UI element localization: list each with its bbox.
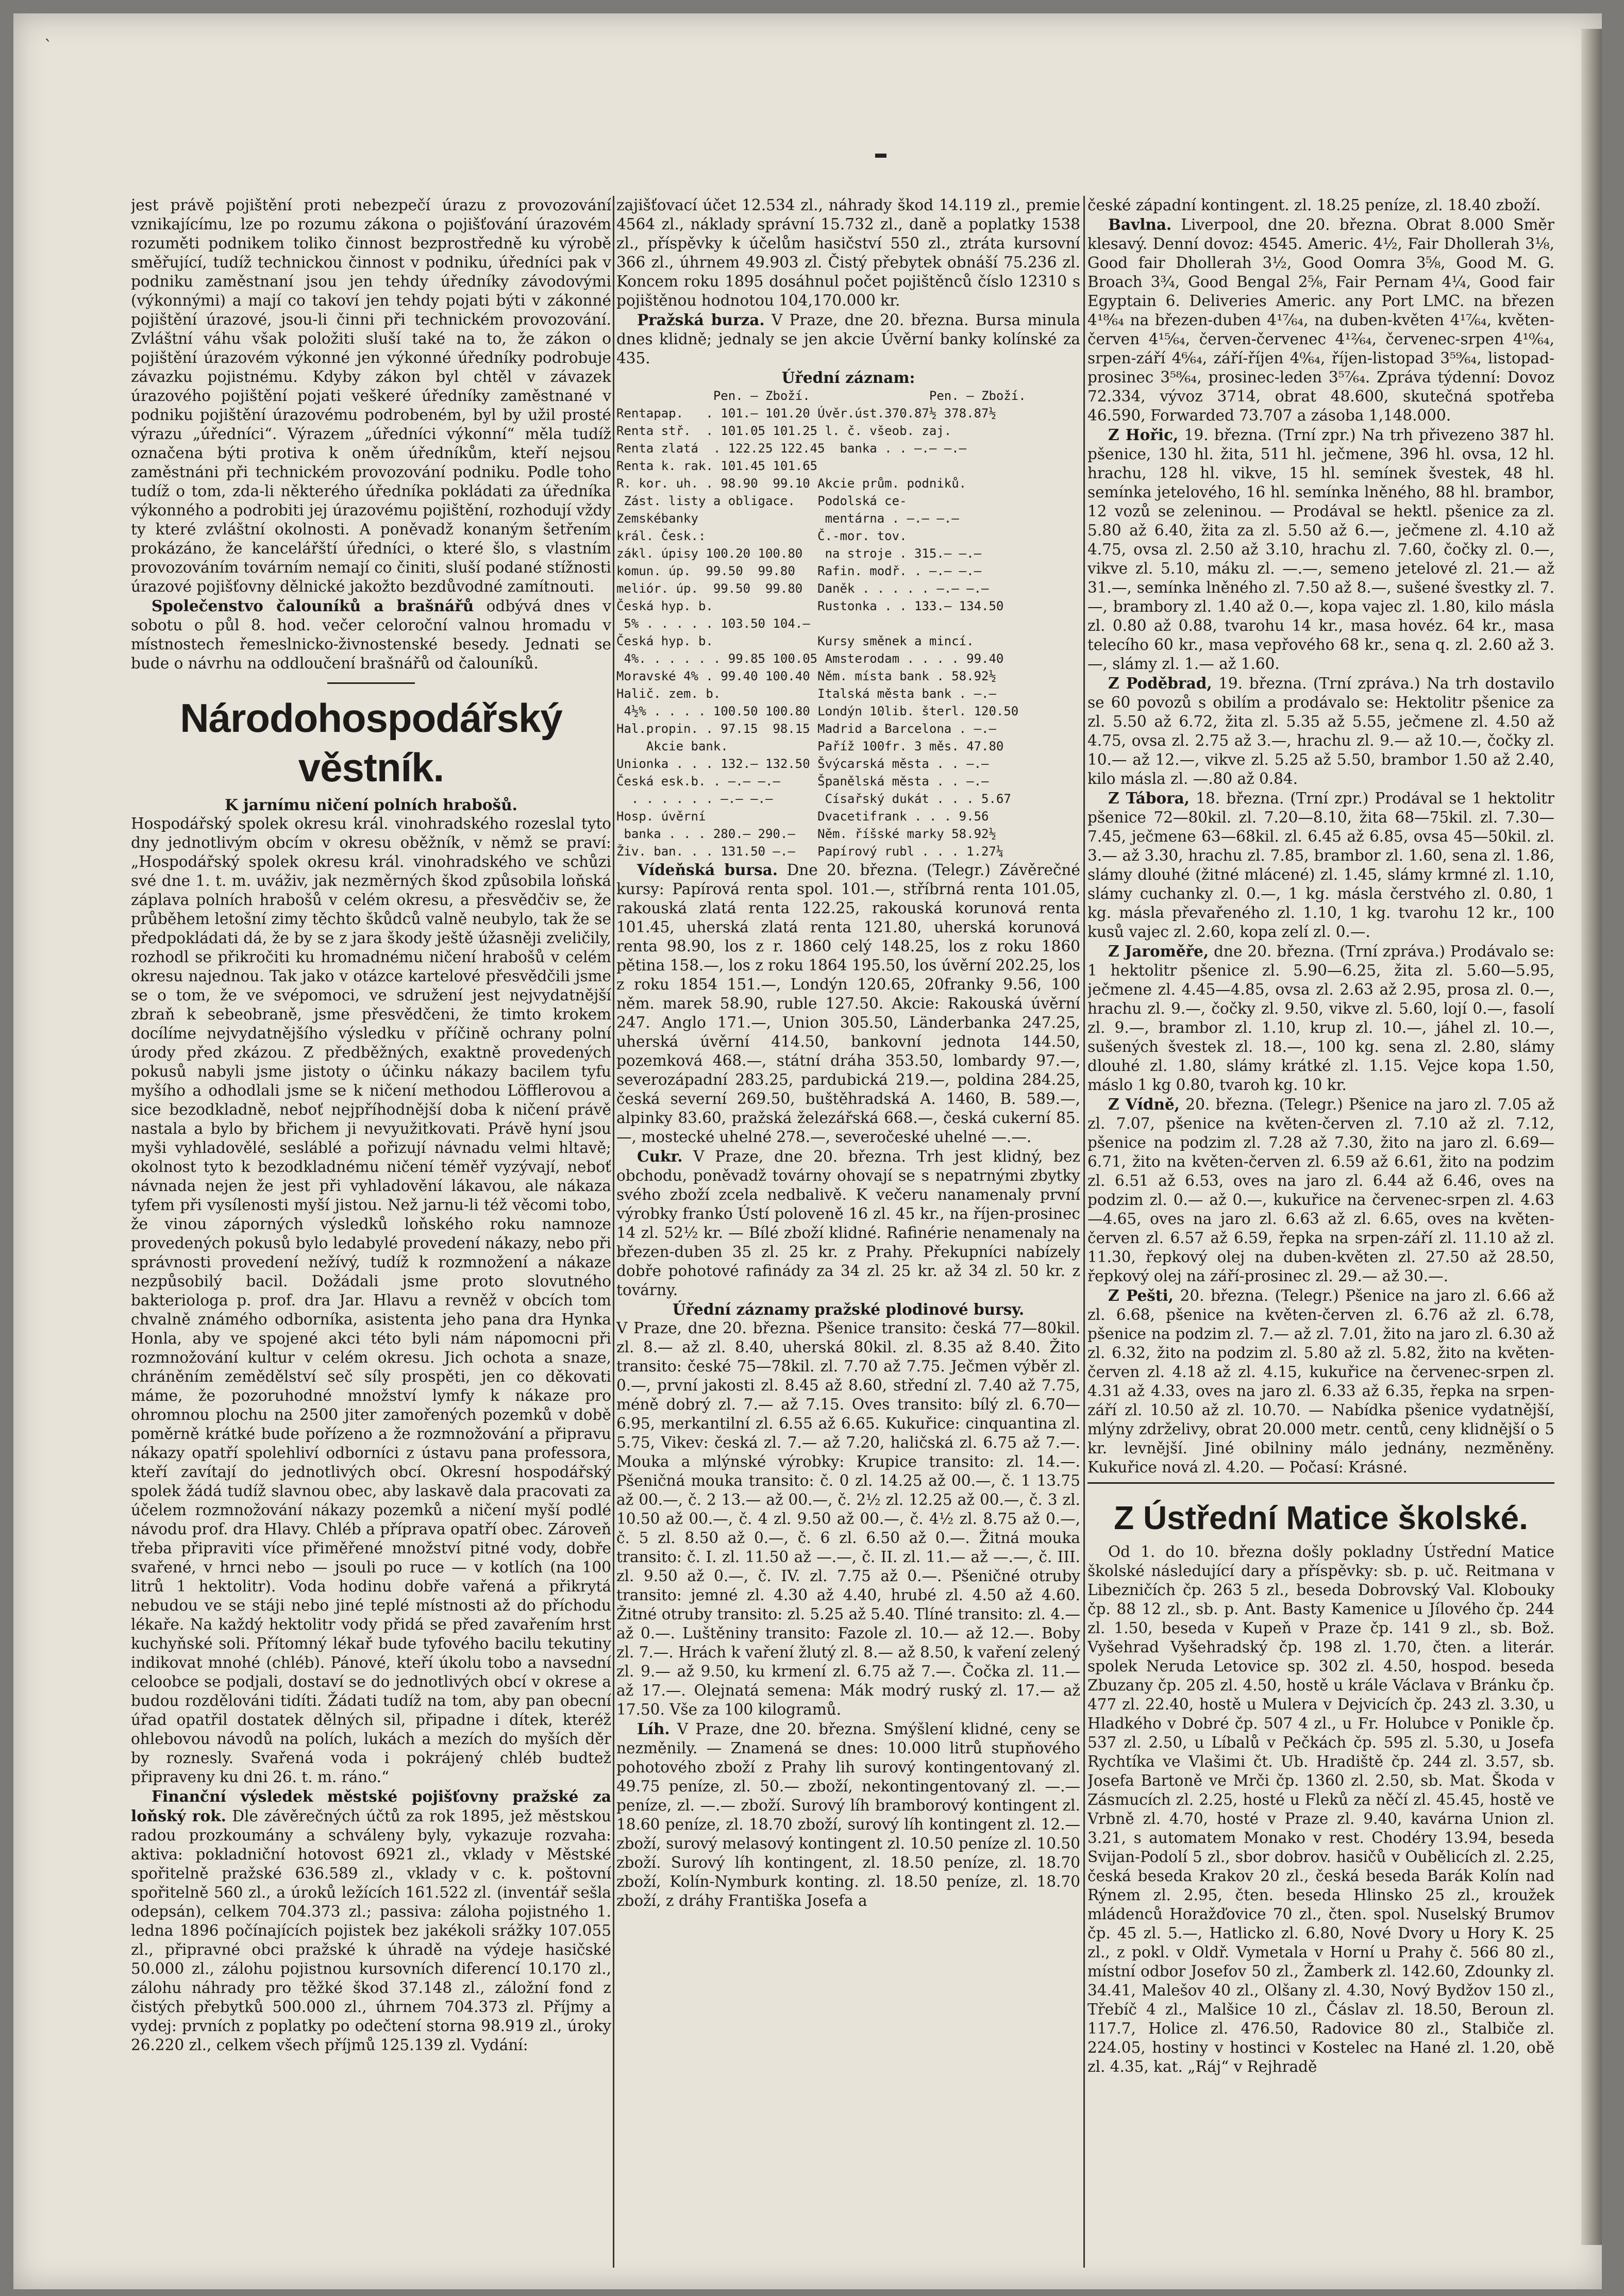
notice (131, 596, 611, 673)
cotton-report (1087, 215, 1554, 425)
donations-list: Od 1. do 10. března došly pokladny Ústřední Matice školské následující dary a příspěvky: sb. p. uč. Reitmana v Libezničích čp. 263 5 zl., beseda Dobrovský Val. Klobouky čp. 88 12 zl., sb. p. Ant. Basty Kamenice u Jílového čp. 244 zl. 1.50, beseda v Kupeň v Praze čp. 141 9 zl., sb. Bož. Vyšehrad Vyšehradský čp. 198 zl. 1.70, čten. a literár. spolek Neruda Letovice sp. 302 zl. 4.50, hospod. beseda Zbuzany čp. 205 zl. 4.50, hostě u krále Václava v Bránku čp. 477 zl. 22.40, hostě u Mulera v Dejvicích čp. 243 zl. 3.30, u Hladkého v Dobré čp. 507 4 zl., u Fr. Holubce v Ponikle čp. 537 zl. 2.50, u Líbalů v Pečkách čp. 595 zl. 5.30, u Josefa Rychtíka ve Vlašimi čt. Ub. Hradiště čp. 244 zl. 3.57, sb. Josefa Bartoně ve Mrči čp. 1360 zl. 2.50, sb. Mat. Škoda v Zásmucích zl. 2.25, hosté u Fleků za něčí zl. 45.45, hostě ve Vrbně zl. 4.70, hosté v Praze zl. 9.40, kavárna Union zl. 3.21, s automatem Monako v rest. Chodéry 13.94, beseda Svijan-Podolí 5 zl., sbor dobrov. hasičů v Oubělicích zl. 2.25, česká beseda Krakov 20 zl., česká beseda Barák Kolín nad Rýnem zl. 2.95, čten. beseda Hlinsko 25 zl., kroužek mládenců Horažďovice 70 zl., čten. spol. Nuselský Brumov čp. 45 zl. 5.—, Hatlicko zl. 6.80, Nové Dvory u Hory K. 25 zl., z pokl. v Oldř. Vymetala v Horní u Prahy č. 566 80 zl., místní odbor Josefov 50 zl., Žamberk zl. 142.60, Zdounky zl. 34.41, Malešov 40 zl., Olšany zl. 4.30, Nový Bydžov 150 zl., Třebíč 4 zl., Malšice 10 zl., Čáslav zl. 18.50, Beroun zl. 117.7, Holice zl. 476.50, Radovice 80 zl., Stalbiče zl. 224.05, hostiny v hostinci v Kostelec na Hané zl. 1.20, obě zl. 4.35, kat. „Ráj“ v Rejhradě (1087, 1543, 1554, 2075)
article-body: Dle závěrečných účtů za rok 1895, jež městskou radou prozkoumány a schváleny byly, vykazuje rozvaha: aktiva: pokladniční hotovost 6921 zl., vklady v Městské spořitelně pražské 636.589 zl., vklady v c. k. poštovní spořitelně 560 zl., a úroků ležících 161.522 zl. (inventář sešla odepsán), celkem 704.373 zl.; passiva: záloha pojistného 1. ledna 1896 počínajících pojistek bez jakékoli srážky 107.055 zl., připravné obci pražské k úhradě na výdeje hasičské 50.000 zl., zálohu pojistnou kursovních diferencí 10.170 zl., zálohu náhrady pro těžké škod 37.148 zl., záložní fond z čistých přebytků 500.000 zl., úhrnem 704.373 zl. Příjmy a vydej: prvních z poplatky po odečtení storna 98.919 zl., úroky 26.220 zl., celkem všech příjmů 125.139 zl. Vydání: (131, 1807, 611, 2054)
newspaper-page (13, 13, 1602, 2289)
market-report (1087, 674, 1554, 789)
market-report (1087, 1095, 1554, 1286)
produce-heading: Úřední záznamy pražské plodinové bursy. (672, 1300, 1025, 1318)
market-heading: Z Poděbrad, (1108, 674, 1212, 692)
table-heading: Úřední záznam: (781, 368, 915, 387)
column-rule (1083, 196, 1085, 2268)
article-continuation: zajišťovací účet 12.534 zl., náhrady škod 14.119 zl., premie 4564 zl., náklady správní 15.732 zl., daně a poplatky 1538 zl., příspěvky k účelům hasičství 550 zl., ztráta kursovní 366 zl., úhrnem 49.903 zl. Čistý přebytek obnáší 75.236 zl. Koncem roku 1895 dosáhnul počet pojištěnců číslo 12310 s pojištěnou hodnotou 104,170.000 kr. (616, 196, 1080, 309)
top-mark (875, 154, 886, 158)
market-report (1087, 789, 1554, 942)
market-report (1087, 942, 1554, 1095)
market-heading: Z Tábora, (1108, 789, 1190, 807)
market-heading: Z Vídně, (1108, 1095, 1180, 1113)
column-3 (1087, 196, 1554, 2257)
market-heading: Z Pešti, (1108, 1286, 1174, 1304)
section-heading: Národohospodářský věstník. (180, 695, 562, 790)
produce-text: V Praze, dne 20. března. Pšenice transito: česká 77—80kil. zl. 8.— až zl. 8.40, uherská 80kil. zl. 8.35 až 8.40. Žito transito: české 75—78kil. zl. 7.70 až 7.75. Ječmen výběr zl. 0.—, první jakosti zl. 8.45 až 8.60, střední zl. 7.40 až 7.75, méně dobrý zl. 7.— až 7.15. Oves transito: bílý zl. 6.70—6.95, merkantilní zl. 6.55 až 6.65. Kukuřice: cinquantina zl. 5.75, Vikev: česká zl. 7.— až 7.20, haličská zl. 6.75 až 7.—. Mouka a mlýnské výrobky: Krupice transito: zl. 14.—. Pšeničná mouka transito: č. 0 zl. 14.25 až 00.—, č. 1 13.75 až 00.—, č. 2 13.— až 00.—, č. 2½ zl. 12.25 až 00.—, č. 3 zl. 10.50 až 00.—, č. 4 zl. 9.50 až 00.—, č. 4½ zl. 8.75 až 0.—, č. 5 zl. 8.50 až 0.—, č. 6 zl. 6.50 až 0.—. Žitná mouka transito: č. I. zl. 11.50 až —.—, č. II. zl. 11.— až —.—, č. III. zl. 9.50 až 0.—, č. IV. zl. 7.75 až 0.—. Pšeničné otruby transito: jemné zl. 4.30 až 4.40, hrubé zl. 4.50 až 4.60. Žitné otruby transito: zl. 5.25 až 5.40. Tlíné transito: zl. 4.— až 0.—. Luštěniny transito: Fazole zl. 10.— až 12.—. Boby zl. 7.—. Hrách k vaření žlutý zl. 8.— až 8.50, k vaření zelený zl. 9.— až 9.50, ku krmení zl. 6.75 až 7.—. Čočka zl. 11.— až 17.—. Olejnatá semena: Mák modrý ruský zl. 17.— až 17.50. Vše za 100 kilogramů. (616, 1319, 1080, 1718)
vienna-report (616, 860, 1080, 1147)
market-text: 19. března. (Trní zpr.) Na trh přivezeno 387 hl. pšenice, 130 hl. žita, 511 hl. ječmene, 396 hl. ovsa, 12 hl. hrachu, 128 hl. vikve, 15 hl. semínek švestek, 48 hl. semínka jetelového, 16 hl. semínka lněného, 88 hl. brambor, 12 vozů se zeleninou. — Prodával se hektl. pšenice za zl. 5.80 až 6.40, žita za zl. 5.50 až 6.—, ječmene zl. 4.10 až 4.75, ovsa zl. 2.50 až 3.10, hrachu zl. 7.60, čočky zl. 0.—, vikve zl. 5.10, máku zl. —.—, semeno jetelové zl. 21.— až 31.—, semínka lněného zl. 7.50 až 8.—, sušené švestky zl. 7.—, brambory zl. 1.40 až 0.—, kopa vajec zl. 1.80, kilo másla zl. 0.80 až 0.88, tvarohu 14 kr., masa hovéz. 64 kr., masa telecího 60 kr., masa vepřového 68 kr., sena q. zl. 2.60 až 3.—, slámy zl. 1.— až 1.60. (1087, 426, 1554, 673)
market-report (1087, 1286, 1554, 1477)
notice-text: odbývá dnes v sobotu o půl 8. hod. večer celoroční valnou hromadu v místnostech řemeslnicko-živnostenské besedy. Jednati se bude o návrhu na oddloučení brašnářů od čalouníků. (131, 597, 611, 672)
article (131, 1787, 611, 2055)
bourse-heading: Pražská burza. (637, 311, 765, 329)
article-heading: K jarnímu ničení polních hrabošů. (225, 796, 517, 814)
cotton-heading: Bavlna. (1108, 215, 1172, 233)
market-text: 18. března. (Trní zpr.) Prodával se 1 hektolitr pšenice 72—80kil. zl. 7.20—8.10, žita 68—75kil. zl. 7.30—7.45, ječmene 63—68kil. zl. 6.45 až 6.85, ovsa 45—50kil. zl. 3.— až 3.30, hrachu zl. 7.85, brambor zl. 1.60, sena zl. 1.86, slámy dlouhé (žitné mlácené) zl. 1.45, slámy krmné zl. 1.10, slámy cuchanky zl. 0.—, 1 kg. másla čerstvého zl. 0.80, 1 kg. másla převařeného zl. 1.10, 1 kg. tvarohu 12 kr., 100 kusů vajec zl. 2.60, kopa zelí zl. 0.—. (1087, 790, 1554, 941)
market-text: 20. března. (Telegr.) Pšenice na jaro zl. 6.66 až zl. 6.68, pšenice na květen-červen zl. 6.76 až zl. 6.78, pšenice na podzim zl. 7.— až zl. 7.01, žito na jaro zl. 6.30 až zl. 6.32, žito na podzim zl. 5.80 až zl. 5.82, žito na květen-červen zl. 4.18 až zl. 4.15, kukuřice na červenec-srpen zl. 4.31 až 4.33, oves na jaro zl. 6.33 až 6.35, řepka na srpen-září zl. 10.50 až zl. 10.70. — Nabídka pšenice vydatnější, mlýny zdrželivy, obrat 20.000 metr. centů, ceny klidnější o 5 kr. levnější. Jiné obilniny málo jednány, nezměněny. Kukuřice nová zl. 4.20. — Počasí: Krásné. (1087, 1287, 1554, 1476)
market-text: 20. března. (Telegr.) Pšenice na jaro zl. 7.05 až zl. 7.07, pšenice na květen-červen zl. 7.10 až zl. 7.12, pšenice na podzim zl. 7.28 až 7.30, žito na jaro zl. 6.69—6.71, žito na květen-červen zl. 6.59 až 6.61, žito na podzim zl. 6.51 až 6.53, oves na jaro zl. 6.44 až 6.46, oves na podzim zl. 0.— až 0.—, kukuřice na červenec-srpen zl. 4.63—4.65, oves na jaro zl. 6.63 až zl. 6.65, oves na květen-červen zl. 6.57 až 6.59, řepka na srpen-září zl. 11.10 až zl. 11.30, řepkový olej na duben-květen zl. 27.50 až 28.50, řepkový olej na září-prosinec zl. 29.— až 30.—. (1087, 1096, 1554, 1285)
article-continuation: jest právě pojištění proti nebezpečí úrazu z provozování vznikajícímu, lze po rozumu zákona o pojišťování úrazovém rozuměti podnikem toliko činnost bezprostředně ku výrobě směřující, tudíž technickou činnost v podniku, úředníci pak v podniku zaměstnaní jsou jen tehdy úředníky závodovými (výkonnými) a mají co takoví jen tehdy pojati býti v zákonné pojištění úrazové, jsou-li činni při technickém provozování. Zvláštní váhu však položiti sluší také na to, že zákon o pojištění úrazovém výkonné jen výkonné úředníky podrobuje závazku pojistnému. Kdyby zákon byl chtěl v závazek úrazového pojištění pojati veškeré úředníky zaměstnané v podniku pojištění úrazovému podrobeném, byl by užil prosté výrazu „úředníci“. Výrazem „úředníci výkonní“ měla tudíž označena býti protiva k oněm úředníkům, kteří nejsou zaměstnáni při technickém provozování podniku. Podle toho tudíž o tom, zda-li některého úředníka pokládati za úředníka výkonného a podrobiti jej úrazovému pojištění, rozhodují vždy ty které zvláštní okolnosti. A poněvadž konaným šetřením prokázáno, že kancelářští úředníci, o které šlo, s vlastním provozováním továrním nemají co činiti, sluší podané stížnosti úrazové pojišťovny dělnické jakožto bezdůvodné zamítnouti. (131, 196, 611, 595)
bourse-report (616, 310, 1080, 368)
article-body: Hospodářský spolek okresu král. vinohradského rozeslal tyto dny jednotlivým obcím v okresu oběžník, v němž se praví: „Hospodářský spolek okresu král. vinohradského ve schůzi své dne 1. t. m. uváživ, jak nezměrných škod způsobila loňská záplava polních hrabošů v celém okresu, a přesvědčiv se, že průběhem letošní zimy těchto škůdců valně neubylo, tak že se předpokládati dá, že by se z jara škody ještě úžasněji zveličily, rozhodl se přikročiti ku hromadnému ničení hrabošů v celém okresu najednou. Tak jako v otázce kartelové přesvědčili jsme se o tom, že ve svépomoci, ve sdružení jest nejvydatnější zbraň k sebeobraně, jsme přesvědčeni, že timto krokem docílíme nejvydatnějšího výsledku v příčině ochrany polní úrody před zkázou. Z předběžných, exaktně provedených pokusů nabyli jsme jistoty o účinku nákazy bacilem tyfu myšího a odhodlali jsme se k ničení methodou Löfflerovou a sice bezodkladně, neboť nejpříhodnější doba k ničení právě nastala a bylo by břichem ji nevyužitkovati. Právě hyní jsou myši vyhladovělé, sesláblé a pořizují návnadu velmi hltavě; okolnost tyto k bezodkladnému ničení téměř vyzývají, neboť návnada nejen že jest při vyhladovění lákavou, ale nákaza tyfem při vysílenosti myší jistou. Než jarnu-li též věcomi tobo, že vinou záporných výsledků loňského roku namnoze provedených pokusů bylo ledabylé provedení nákazy, nebo při správnosti provedení nežívý, tudíž k rozmnožení a nákaze nezpůsobilý bacil. Dožádali jsme proto slovutného bakteriologa p. prof. dra Jar. Hlavu a revněž v obcích tom chvalně známého odborníka, asistenta jeho pana dra Hynka Honla, aby ve spojené akci této byli nám nápomocni při rozmnožování kultur v celém okresu. Jich ochota a snaze, chráněním zemědělství seč síly prospěti, jen co děkovati máme, že pozoruhodné množství lymfy k nákaze pro ohromnou plochu na 2500 jiter zamořených pozemků v době poměrně krátké bude pořízeno a že rozmnožování a připravu nákazy opatří spolehliví odborníci z ústavu pana professora, kteří zavítají do jednotlivých obcí. Okresní hospodářský spolek žádá tudíž slavnou obec, aby laskavě dala pracovati za účelem rozmnožování nákazy pozemků a ničení myší podlé návodu prof. dra Hlavy. Chléb a příprava opatří obec. Zároveň třeba připraviti více přiměřené množství pitné vody, dobře svařené, v hrnci nebo — jsouli po ruce — v kotlích (na 100 litrů 1 hektolitr). Voda hodinu dobře vařená a přikrytá nebudou ve se stáji nebo jiné teplé místnosti až do příchodu lékaře. Na každý hektolitr vody přidá se před zavařením hrst kuchyňské soli. Přítomný lékař bude tyfového bacilu tekutiny indikovat mnohé (chléb). Pánové, kteří úkolu tobo a navsední celoobce se podjali, dostaví se do jednotlivých obcí v okrese a budou rozdělováni tidíti. Žádati tudíž na tom, aby pan obecní úřad opatřil dostatek dělných sil, připadne i dítek, kteréž ohlebovou návodů na polích, lukách a mezích do myších děr by roznesly. Svařená voda i pokrájený chléb budtež připraveny ku dni 26. t. m. ráno.“ (131, 815, 611, 1786)
bourse-text: V Praze, dne 20. března. Bursa minula dnes klidně; jednaly se jen akcie Úvěrní banky kolínské za 435. (616, 311, 1080, 367)
column-2 (616, 196, 1080, 2257)
column-1 (131, 196, 611, 2257)
market-report (1087, 425, 1554, 674)
market-text: 19. března. (Trní zpráva.) Na trh dostavilo se 60 povozů s obilím a prodávalo se: Hektolitr pšenice za zl. 5.50 až 6.72, žita zl. 5.35 až 5.55, ječmene zl. 4.50 až 4.75, ovsa zl. 2.75 až 3.—, hrachu zl. 9.— až 10.—, čočky zl. 10.— až 12.—, vikve zl. 5.25 až 5.50, brambor 1.50 až 2.40, kilo másla zl. —.80 až 0.84. (1087, 675, 1554, 787)
sugar-heading: Cukr. (637, 1147, 683, 1165)
section-heading: Z Ústřední Matice školské. (1114, 1499, 1528, 1536)
sugar-report (616, 1147, 1080, 1300)
spirit-text: V Praze, dne 20. března. Smýšlení klidné, ceny se nezměnily. — Znamená se dnes: 10.000 litrů stupňového pohotového zboží z Prahy lih surový kontingentovaný zl. 49.75 peníze, zl. 50.— zboží, nekontingentovaný zl. —.— peníze, zl. —.— zboží. Surový líh bramborový kontingent zl. 18.60 peníze, zl. 18.70 zboží, surový líh kontingent zl. 12.— zboží, surový melasový kontingent zl. 10.50 peníze zl. 10.50 zboží. Surový líh kontingent, zl. 18.50 peníze, zl. 18.70 zboží, Kolín-Nymburk konting. zl. 18.50 peníze, zl. 18.70 zboží, z dráhy Františka Josefa a (616, 1720, 1080, 1909)
column-rule (613, 196, 614, 2268)
vienna-heading: Vídeňská bursa. (637, 861, 778, 879)
notice-title: Společenstvo čalouníků a brašnářů (152, 597, 474, 615)
article-heading: Finanční výsledek městské pojišťovny pražské za loňský rok. (131, 1787, 611, 1825)
page-edge-shadow (1581, 29, 1602, 2245)
divider (327, 682, 415, 684)
scan-mark: ` (44, 37, 52, 55)
quotation-table: Pen. — Zboží. Pen. — Zboží. Rentapap. . 101.— 101.20 Úvěr.úst.370.87½ 378.87½ Renta stř. . 101.05 101.25 l. č. všeob. zaj. Renta zlatá . 122.25 122.45 banka . . —.— —.— Renta k. rak. 101.45 101.65 R. kor. uh. . 98.90 99.10 Akcie prům. podniků. Zást. listy a obligace. Podolská ce- Zemskébanky mentárna . —.— —.— král. Česk.: Č.-mor. tov. zákl. úpisy 100.20 100.80 na stroje . 315.— —.— komun. úp. 99.50 99.80 Rafin. modř. . —.— —.— meliór. úp. 99.50 99.80 Daněk . . . . . —.— —.— Česká hyp. b. Rustonka . . 133.— 134.50 5% . . . . . 103.50 104.— Česká hyp. b. Kursy směnek a mincí. 4%. . . . . . 99.85 100.05 Amsterodam . . . . 99.40 Moravské 4% . 99.40 100.40 Něm. místa bank . 58.92½ Halič. zem. b. Italská města bank . —.— 4½% . . . . 100.50 100.80 Londýn 10lib. šterl. 120.50 Hal.propin. . 97.15 98.15 Madrid a Barcelona . —.— Akcie bank. Paříž 100fr. 3 měs. 47.80 Unionka . . . 132.— 132.50 Švýcarská města . . —.— Česká esk.b. . —.— —.— Španělská města . . —.— . . . . . . —.— —.— Císařský dukát . . . 5.67 Hosp. úvěrní Dvacetifrank . . . 9.56 banka . . . 280.— 290.— Něm. říšské marky 58.92½ Živ. ban. . . 131.50 —.— Papírový rubl . . . 1.27¼ (616, 389, 1026, 859)
divider (1087, 1482, 1554, 1484)
market-heading: Z Jaroměře, (1108, 942, 1209, 960)
spirit-report (616, 1719, 1080, 1910)
sugar-text: V Praze, dne 20. března. Trh jest klidný, bez obchodu, poněvadž továrny ohovají se s nepatrnými zbytky svého zboží zcela nedbalivě. K večeru nanamenaly první výrobky franko Ústí poloveně 16 zl. 45 kr., na říjen-prosinec 14 zl. 52½ kr. — Bílé zboží klidné. Rafinérie nenamenaly na březen-duben 35 zl. 25 kr. z Prahy. Překupníci nabízely dobře pohotové rafinády za 34 zl. 25 kr. až 34 zl. 50 kr. z továrny. (616, 1148, 1080, 1299)
spirit-heading: Líh. (637, 1720, 670, 1738)
market-text: dne 20. března. (Trní zpráva.) Prodávalo se: 1 hektolitr pšenice zl. 5.90—6.25, žita zl. 5.60—5.95, ječmene zl. 4.45—4.85, ovsa zl. 2.63 až 2.95, prosa zl. 0.—, hrachu zl. 9.—, čočky zl. 9.50, vikve zl. 5.60, lojí 0.—, fasolí zl. 9.—, brambor zl. 1.10, krup zl. 10.—, jáhel zl. 10.—, sušených švestek zl. 18.—, 100 kg. sena zl. 2.80, slámy dlouhé zl. 1.80, slámy krátké zl. 1.15. Vejce kopa 1.50, máslo 1 kg 0.80, tvaroh kg. 10 kr. (1087, 943, 1554, 1094)
article-continuation: české západní kontingent. zl. 18.25 peníze, zl. 18.40 zboží. (1087, 196, 1541, 214)
vienna-text: Dne 20. března. (Telegr.) Závěrečné kursy: Papírová renta spol. 101.—, stříbrná renta 101.05, rakouská zlatá renta 122.25, rakouská korunová renta 101.45, uherská zlatá renta 121.80, uherská korunová renta 98.90, los z r. 1860 celý 148.25, los z roku 1860 pětina 158.—, los z roku 1864 195.50, los úvěrní 202.25, los z roku 1854 151.—, Londýn 120.65, 20franky 9.56, 100 něm. marek 58.90, ruble 127.50. Akcie: Rakouská úvěrní 247. Anglo 171.—, Union 305.50, Länderbanka 247.25, uherská úvěrní 414.50, bankovní jednota 144.50, pozemková 468.—, státní dráha 353.50, lombardy 97.—, severozápadní 283.25, pardubická 219.—, poldina 284.25, česká severní 269.50, buštěhradská A. 1460, B. 589.—, alpinky 83.60, pražská železářská 668.—, česká cukerní 85.—, mostecké uhelné 278.—, severočeské uhelné —.—. (616, 861, 1080, 1146)
market-heading: Z Hořic, (1108, 426, 1179, 444)
cotton-text: Liverpool, dne 20. března. Obrat 8.000 Směr klesavý. Denní dovoz: 4545. Americ. 4½, Fair Dhollerah 3⅛, Good fair Dhollerah 3½, Good Oomra 3⅝, Good M. G. Broach 3¾, Good Bengal 2⅝, Fair Pernam 4¼, Good fair Egyptain 6. Deliveries Americ. any Port LMC. na březen 4¹⁸⁄₆₄ na březen-duben 4¹⁷⁄₆₄, na duben-květen 4¹⁷⁄₆₄, květen-červen 4¹⁵⁄₆₄, červen-červenec 4¹²⁄₆₄, červenec-srpen 4¹⁰⁄₆₄, srpen-září 4⁶⁄₆₄, září-říjen 4⁰⁄₆₄, říjen-listopad 3⁵⁹⁄₆₄, listopad-prosinec 3⁵⁸⁄₆₄, prosinec-leden 3⁵⁷⁄₆₄. Zpráva týdenní: Dovoz 72.334, vývoz 3714, obrat 48.600, skutečná spotřeba 46.590, Forwarded 73.707 a zásoba 1,148.000. (1087, 216, 1554, 424)
